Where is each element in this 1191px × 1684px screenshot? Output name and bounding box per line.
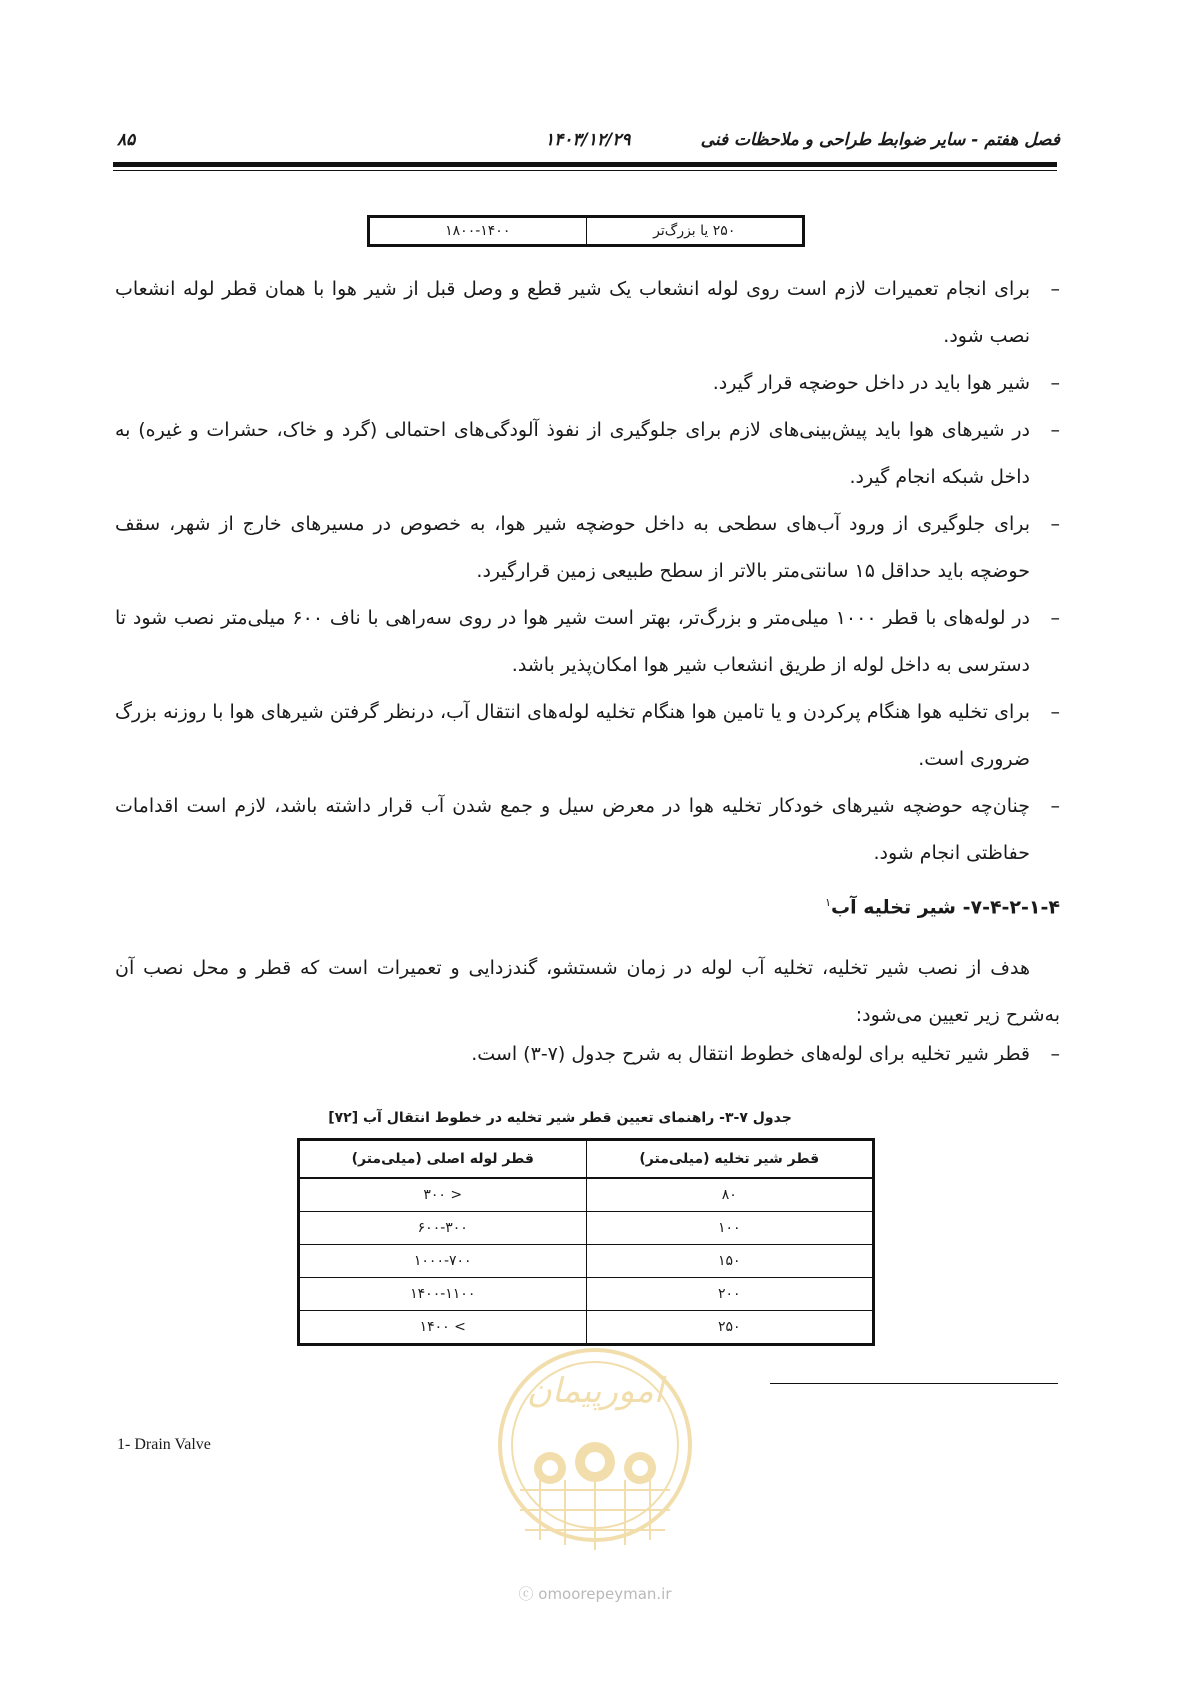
pipe-diameter-cell: < ۳۰۰ [299, 1178, 587, 1212]
dash-bullet: – [1050, 607, 1060, 629]
dash-bullet: – [1050, 1043, 1060, 1065]
valve-diameter-cell: ۲۵۰ [586, 1311, 874, 1345]
list-item [115, 783, 1060, 877]
list-item [115, 266, 1060, 360]
list-item [115, 501, 1060, 595]
continuation-table [367, 215, 805, 247]
bullet-text: قطر شیر تخلیه برای لوله‌های خطوط انتقال به شرح جدول (۷-۳) است. [471, 1043, 1030, 1065]
pipe-diameter-cell: ۱۴۰۰-۱۱۰۰ [299, 1278, 587, 1311]
header-valve-diameter: قطر شیر تخلیه (میلی‌متر) [586, 1140, 874, 1179]
chapter-title: فصل هفتم - سایر ضوابط طراحی و ملاحظات فنی [700, 130, 1060, 150]
header-pipe-diameter: قطر لوله اصلی (میلی‌متر) [299, 1140, 587, 1179]
section-bullet [471, 1043, 1060, 1065]
footnote-ref: ۱ [825, 896, 831, 909]
list-item [115, 360, 1060, 407]
watermark-url: ⓒ omoorepeyman.ir [518, 1585, 672, 1603]
bullet-text: چنان‌چه حوضچه شیرهای خودکار تخلیه هوا در معرض سیل و جمع شدن آب قرار داشته باشد، لازم است اقدامات حفاظتی انجام شود. [115, 795, 1030, 864]
watermark-url-text: omoorepeyman.ir [538, 1585, 672, 1603]
pipe-diameter-cell: ۶۰۰-۳۰۰ [299, 1212, 587, 1245]
table-header-row [299, 1140, 874, 1179]
dash-bullet: – [1050, 701, 1060, 723]
dash-bullet: – [1050, 513, 1060, 535]
bullet-text: شیر هوا باید در داخل حوضچه قرار گیرد. [712, 372, 1030, 394]
dash-bullet: – [1050, 278, 1060, 300]
page-number: ۸۵ [117, 130, 136, 150]
list-item [115, 407, 1060, 501]
bullet-text: برای انجام تعمیرات لازم است روی لوله انشعاب یک شیر قطع و وصل قبل از شیر هوا با همان قطر لوله انشعاب نصب شود. [115, 278, 1030, 347]
valve-diameter-cell: ۸۰ [586, 1178, 874, 1212]
header-date: ۱۴۰۳/۱۲/۲۹ [545, 130, 631, 150]
drain-valve-table [297, 1138, 875, 1346]
bullet-text: برای جلوگیری از ورود آب‌های سطحی به داخل حوضچه شیر هوا، به خصوص در مسیرهای خارج از شهر، سقف حوضچه باید حداقل ۱۵ سانتی‌متر بالاتر از سطح طبیعی زمین قرارگیرد. [115, 513, 1030, 582]
watermark-logo-icon [480, 1340, 710, 1590]
dash-bullet: – [1050, 372, 1060, 394]
section-paragraph: هدف از نصب شیر تخلیه، تخلیه آب لوله در زمان شستشو، گندزدایی و تعمیرات است که قطر و محل نصب آن به‌شرح زیر تعیین می‌شود: [115, 957, 1060, 1026]
dash-bullet: – [1050, 795, 1060, 817]
table-row [299, 1278, 874, 1311]
bullet-text: در لوله‌های با قطر ۱۰۰۰ میلی‌متر و بزرگ‌تر، بهتر است شیر هوا در روی سه‌راهی با ناف ۶۰۰ میلی‌متر نصب شود تا دسترسی به داخل لوله از طریق انشعاب شیر هوا امکان‌پذیر باشد. [115, 607, 1030, 676]
table-row [299, 1245, 874, 1278]
header-rule-thin [113, 170, 1057, 171]
section-heading [825, 896, 1060, 918]
bullet-text: برای تخلیه هوا هنگام پرکردن و یا تامین هوا هنگام تخلیه لوله‌های انتقال آب، درنظر گرفتن شیرهای هوا با روزنه بزرگ ضروری است. [115, 701, 1030, 770]
valve-diameter-cell: ۱۰۰ [586, 1212, 874, 1245]
pipe-diameter-cell: ۱۰۰۰-۷۰۰ [299, 1245, 587, 1278]
list-item [115, 595, 1060, 689]
dash-bullet: – [1050, 419, 1060, 441]
table-caption: جدول ۷-۳- راهنمای تعیین قطر شیر تخلیه در خطوط انتقال آب [۷۲] [328, 1110, 792, 1126]
section-heading-text: ۷-۴-۲-۱-۴- شیر تخلیه آب [831, 896, 1060, 919]
table-row [299, 1178, 874, 1212]
header-rule-thick [113, 162, 1057, 167]
watermark-logo-text: امورپیمان [526, 1371, 664, 1411]
footnote-text: 1- Drain Valve [117, 1436, 211, 1453]
valve-diameter-cell: ۲۰۰ [586, 1278, 874, 1311]
air-valve-bullet-list [115, 266, 1060, 877]
list-item [115, 689, 1060, 783]
pipe-diameter-cell: > ۱۴۰۰ [299, 1311, 587, 1345]
continuation-cell-valve: ۲۵۰ یا بزرگ‌تر [653, 223, 736, 239]
table-row [299, 1212, 874, 1245]
bullet-text: در شیرهای هوا باید پیش‌بینی‌های لازم برای جلوگیری از نفوذ آلودگی‌های احتمالی (گرد و خاک، حشرات و غیره) به داخل شبکه انجام گیرد. [115, 419, 1030, 488]
continuation-cell-pipe: ۱۸۰۰-۱۴۰۰ [370, 218, 587, 244]
footnote-rule [770, 1383, 1058, 1384]
valve-diameter-cell: ۱۵۰ [586, 1245, 874, 1278]
